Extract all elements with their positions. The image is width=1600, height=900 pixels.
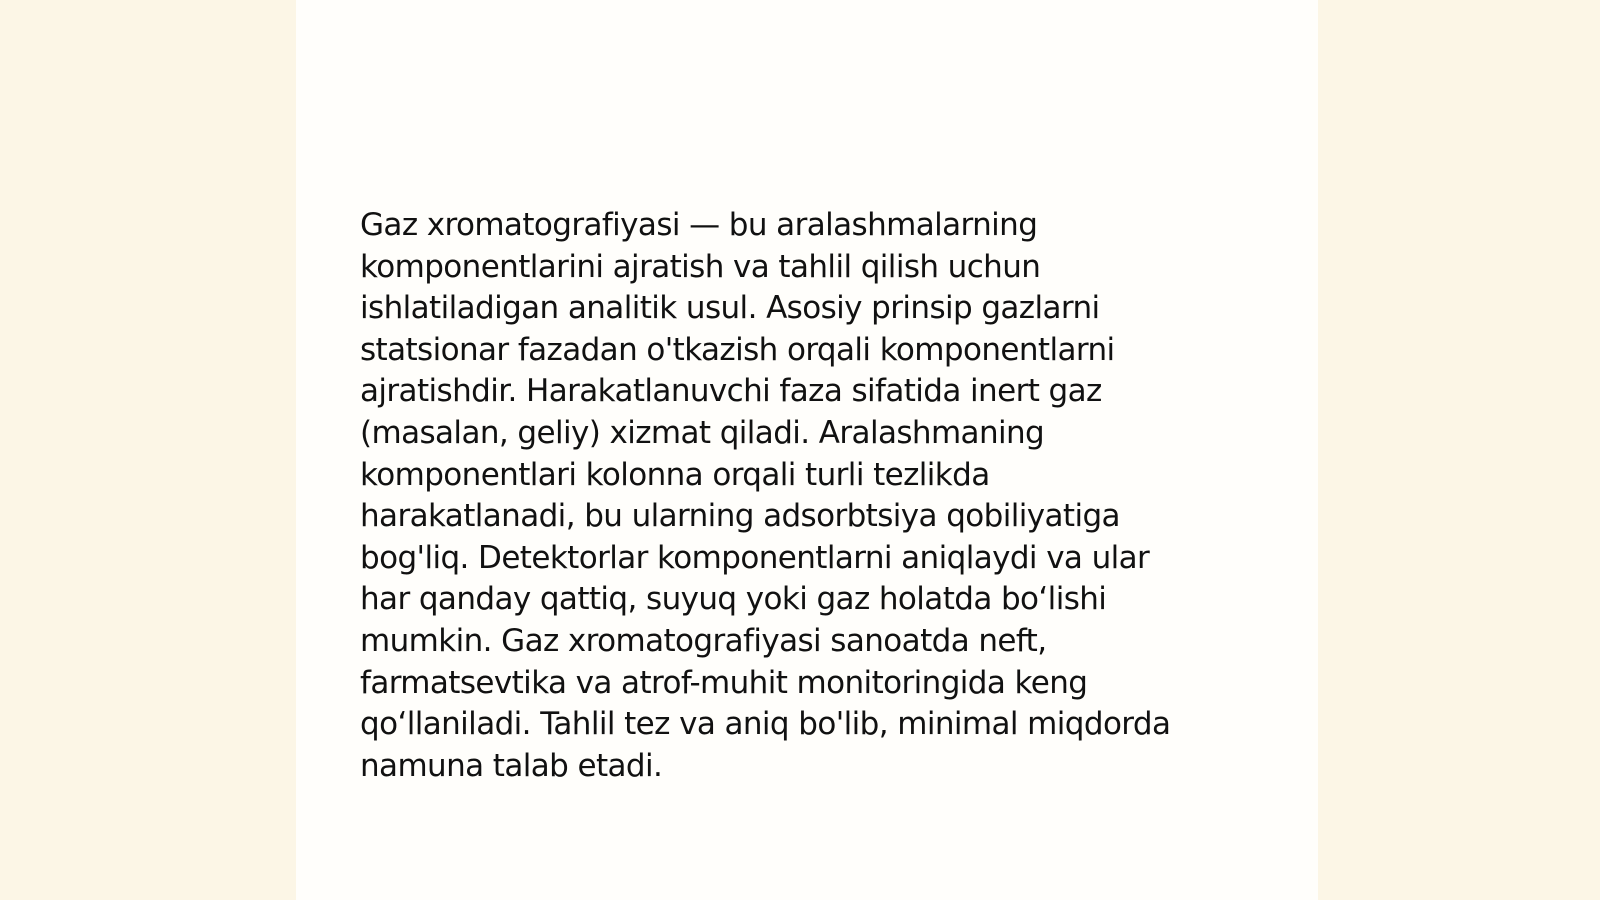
left-margin-panel (0, 0, 296, 900)
right-margin-panel (1318, 0, 1600, 900)
paragraph-line: farmatsevtika va atrof-muhit monitoringida keng (360, 664, 1088, 701)
paragraph-line: (masalan, geliy) xizmat qiladi. Aralashmaning (360, 414, 1045, 451)
paragraph-line: ajratishdir. Harakatlanuvchi faza sifatida inert gaz (360, 373, 1102, 410)
paragraph-line: statsionar fazadan o'tkazish orqali komponentlarni (360, 331, 1115, 368)
paragraph-line: ishlatiladigan analitik usul. Asosiy prinsip gazlarni (360, 290, 1100, 327)
paragraph-line: komponentlari kolonna orqali turli tezlikda (360, 456, 990, 493)
paragraph-line: har qanday qattiq, suyuq yoki gaz holatda bo‘lishi (360, 581, 1107, 618)
paragraph-line: mumkin. Gaz xromatografiyasi sanoatda neft, (360, 622, 1047, 659)
body-paragraph (360, 205, 1260, 787)
paragraph-line: komponentlarini ajratish va tahlil qilish uchun (360, 248, 1041, 285)
paragraph-line: qo‘llaniladi. Tahlil tez va aniq bo'lib, minimal miqdorda (360, 706, 1171, 743)
paragraph-line: bog'liq. Detektorlar komponentlarni aniqlaydi va ular (360, 539, 1150, 576)
slide-page (296, 0, 1318, 900)
paragraph-line: harakatlanadi, bu ularning adsorbtsiya qobiliyatiga (360, 498, 1120, 535)
paragraph-line: Gaz xromatografiyasi — bu aralashmalarning (360, 207, 1038, 243)
paragraph-line: namuna talab etadi. (360, 747, 663, 784)
